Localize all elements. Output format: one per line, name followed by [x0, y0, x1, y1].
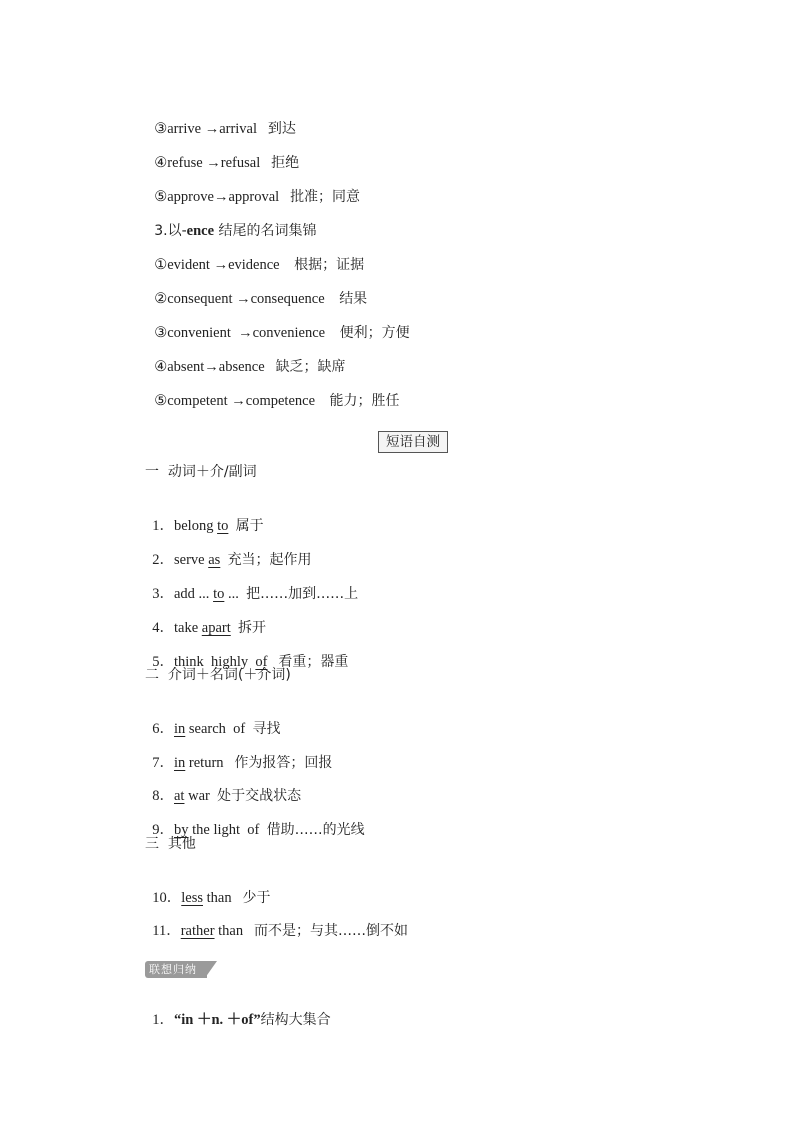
association-item: 1．“in ＋n. ＋of”结构大集合	[152, 1012, 331, 1028]
group-heading: 二 介词＋名词(＋介词)	[145, 667, 291, 683]
phrase-item: 7．in return 作为报答；回报	[152, 755, 333, 771]
phrase-item: 3．add ... to ... 把……加到……上	[152, 586, 359, 602]
group-heading: 一 动词＋介/副词	[145, 464, 257, 480]
word-item: ⑤competent →competence 能力；胜任	[154, 393, 400, 409]
word-item: ②consequent →consequence 结果	[154, 291, 368, 307]
word-item: ③convenient →convenience 便利；方便	[154, 325, 410, 341]
group-heading: 三 其他	[145, 836, 196, 852]
word-item: ④absent→absence 缺乏；缺席	[154, 359, 346, 375]
word-item: ③arrive →arrival 到达	[154, 121, 296, 137]
phrase-item: 11．rather than 而不是；与其……倒不如	[152, 923, 408, 939]
phrase-item: 10．less than 少于	[152, 890, 271, 906]
phrase-item: 1．belong to 属于	[152, 518, 264, 534]
phrase-item: 4．take apart 拆开	[152, 620, 267, 636]
phrase-item: 2．serve as 充当；起作用	[152, 552, 312, 568]
word-item: ⑤approve→approval 批准；同意	[154, 189, 361, 205]
word-item: ①evident →evidence 根据；证据	[154, 257, 365, 273]
tag-tail	[205, 961, 217, 978]
phrase-item: 6．in search of 寻找	[152, 721, 281, 737]
phrase-item: 5．think highly of 看重；器重	[152, 654, 349, 670]
association-tag: 联想归纳	[145, 961, 219, 978]
phrase-item: 9．by the light of 借助……的光线	[152, 822, 365, 838]
phrase-item: 8．at war 处于交战状态	[152, 788, 302, 804]
section-heading: 3.以-ence 结尾的名词集锦	[154, 223, 317, 239]
section-title-box: 短语自测	[378, 431, 448, 453]
word-item: ④refuse →refusal 拒绝	[154, 155, 300, 171]
